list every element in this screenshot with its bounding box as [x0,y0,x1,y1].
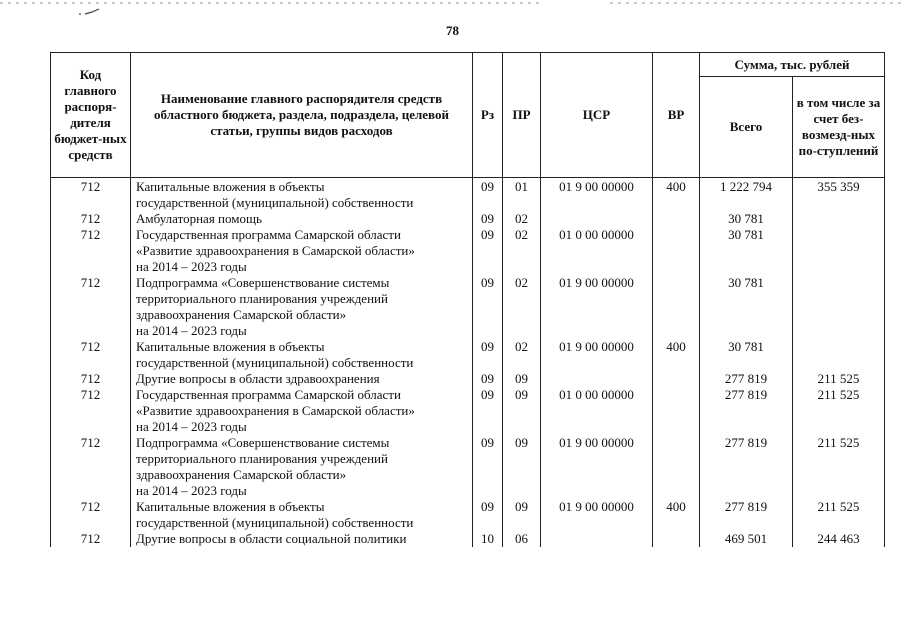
cell-free: 211 525 [793,387,885,435]
cell-name-line: государственной (муниципальной) собственности [136,355,414,370]
cell-name-line: территориального планирования учреждений [136,451,388,466]
table-body [51,178,885,548]
table-row [51,178,885,212]
cell-free: 355 359 [793,178,885,212]
cell-name-line: Капитальные вложения в объекты [136,339,325,354]
cell-name [131,387,473,435]
cell-csr: 01 9 00 00000 [541,499,653,531]
cell-code: 712 [51,387,131,435]
cell-rz: 09 [473,227,503,275]
cell-rz: 09 [473,339,503,371]
cell-rz: 10 [473,531,503,547]
cell-pr: 01 [503,178,541,212]
cell-total: 277 819 [700,499,793,531]
cell-name [131,275,473,339]
table-row [51,387,885,435]
cell-code: 712 [51,178,131,212]
cell-total: 30 781 [700,227,793,275]
table-header [51,53,885,178]
cell-vr: 400 [653,339,700,371]
cell-pr: 02 [503,227,541,275]
cell-name-line: Государственная программа Самарской области [136,227,401,242]
header-code: Код главного распоря-дителя бюджет-ных средств [51,53,131,178]
cell-csr [541,371,653,387]
cell-free: 211 525 [793,499,885,531]
cell-vr [653,435,700,499]
cell-csr: 01 0 00 00000 [541,387,653,435]
cell-name-line: Государственная программа Самарской области [136,387,401,402]
cell-csr [541,211,653,227]
cell-csr: 01 9 00 00000 [541,435,653,499]
cell-name-line: на 2014 – 2023 годы [136,483,247,498]
cell-name-line: Другие вопросы в области социальной политики [136,531,407,546]
header-rz: Рз [473,53,503,178]
cell-pr: 02 [503,339,541,371]
cell-code: 712 [51,227,131,275]
cell-code: 712 [51,275,131,339]
scan-artifact-mark [0,0,905,20]
cell-code: 712 [51,339,131,371]
cell-code: 712 [51,435,131,499]
cell-name-line: Другие вопросы в области здравоохранения [136,371,380,386]
cell-name-line: на 2014 – 2023 годы [136,259,247,274]
header-pr: ПР [503,53,541,178]
cell-rz: 09 [473,371,503,387]
cell-free [793,227,885,275]
cell-name-line: «Развитие здравоохранения в Самарской области» [136,403,415,418]
cell-rz: 09 [473,275,503,339]
cell-name [131,339,473,371]
cell-vr: 400 [653,499,700,531]
cell-name-line: на 2014 – 2023 годы [136,323,247,338]
cell-name-line: на 2014 – 2023 годы [136,419,247,434]
cell-name-line: Подпрограмма «Совершенствование системы [136,435,390,450]
page-number: 78 [446,23,459,38]
table-row [51,531,885,547]
header-total: Всего [700,77,793,178]
cell-code: 712 [51,211,131,227]
cell-name-line: здравоохранения Самарской области» [136,307,347,322]
cell-free: 211 525 [793,371,885,387]
cell-rz: 09 [473,387,503,435]
cell-free [793,339,885,371]
cell-vr [653,275,700,339]
cell-name [131,435,473,499]
cell-name [131,211,473,227]
cell-total: 277 819 [700,435,793,499]
cell-code: 712 [51,531,131,547]
cell-name-line: Подпрограмма «Совершенствование системы [136,275,390,290]
header-csr: ЦСР [541,53,653,178]
cell-name-line: Капитальные вложения в объекты [136,499,325,514]
cell-total: 30 781 [700,275,793,339]
cell-pr: 02 [503,275,541,339]
cell-rz: 09 [473,435,503,499]
cell-name [131,531,473,547]
cell-name-line: Капитальные вложения в объекты [136,179,325,194]
header-free: в том числе за счет без-возмезд-ных по-ступлений [793,77,885,178]
cell-pr: 09 [503,371,541,387]
cell-rz: 09 [473,211,503,227]
cell-free [793,211,885,227]
cell-vr [653,211,700,227]
cell-vr [653,227,700,275]
table-row [51,339,885,371]
cell-free: 211 525 [793,435,885,499]
header-vr: ВР [653,53,700,178]
table-row [51,211,885,227]
cell-name [131,227,473,275]
cell-name-line: государственной (муниципальной) собственности [136,515,414,530]
cell-name-line: территориального планирования учреждений [136,291,388,306]
table-row [51,371,885,387]
cell-free: 244 463 [793,531,885,547]
cell-code: 712 [51,371,131,387]
cell-total: 469 501 [700,531,793,547]
cell-csr: 01 9 00 00000 [541,275,653,339]
cell-name-line: здравоохранения Самарской области» [136,467,347,482]
cell-name-line: «Развитие здравоохранения в Самарской области» [136,243,415,258]
cell-csr: 01 9 00 00000 [541,178,653,212]
table-row [51,499,885,531]
cell-total: 30 781 [700,339,793,371]
cell-pr: 06 [503,531,541,547]
header-sum-group: Сумма, тыс. рублей [700,53,885,77]
cell-total: 30 781 [700,211,793,227]
budget-table [50,52,885,547]
cell-code: 712 [51,499,131,531]
cell-rz: 09 [473,178,503,212]
cell-csr: 01 0 00 00000 [541,227,653,275]
cell-vr [653,531,700,547]
cell-csr: 01 9 00 00000 [541,339,653,371]
cell-name [131,371,473,387]
cell-total: 1 222 794 [700,178,793,212]
cell-pr: 09 [503,499,541,531]
cell-name [131,178,473,212]
cell-name-line: государственной (муниципальной) собственности [136,195,414,210]
cell-name-line: Амбулаторная помощь [136,211,262,226]
cell-vr [653,387,700,435]
cell-total: 277 819 [700,387,793,435]
cell-pr: 09 [503,435,541,499]
cell-pr: 02 [503,211,541,227]
table-row [51,275,885,339]
table-row [51,435,885,499]
table-row [51,227,885,275]
cell-vr: 400 [653,178,700,212]
cell-free [793,275,885,339]
cell-name [131,499,473,531]
cell-csr [541,531,653,547]
cell-pr: 09 [503,387,541,435]
cell-total: 277 819 [700,371,793,387]
cell-rz: 09 [473,499,503,531]
cell-vr [653,371,700,387]
header-name: Наименование главного распорядителя средств областного бюджета, раздела, подраздела, целевой статьи, группы видов расходов [131,53,473,178]
